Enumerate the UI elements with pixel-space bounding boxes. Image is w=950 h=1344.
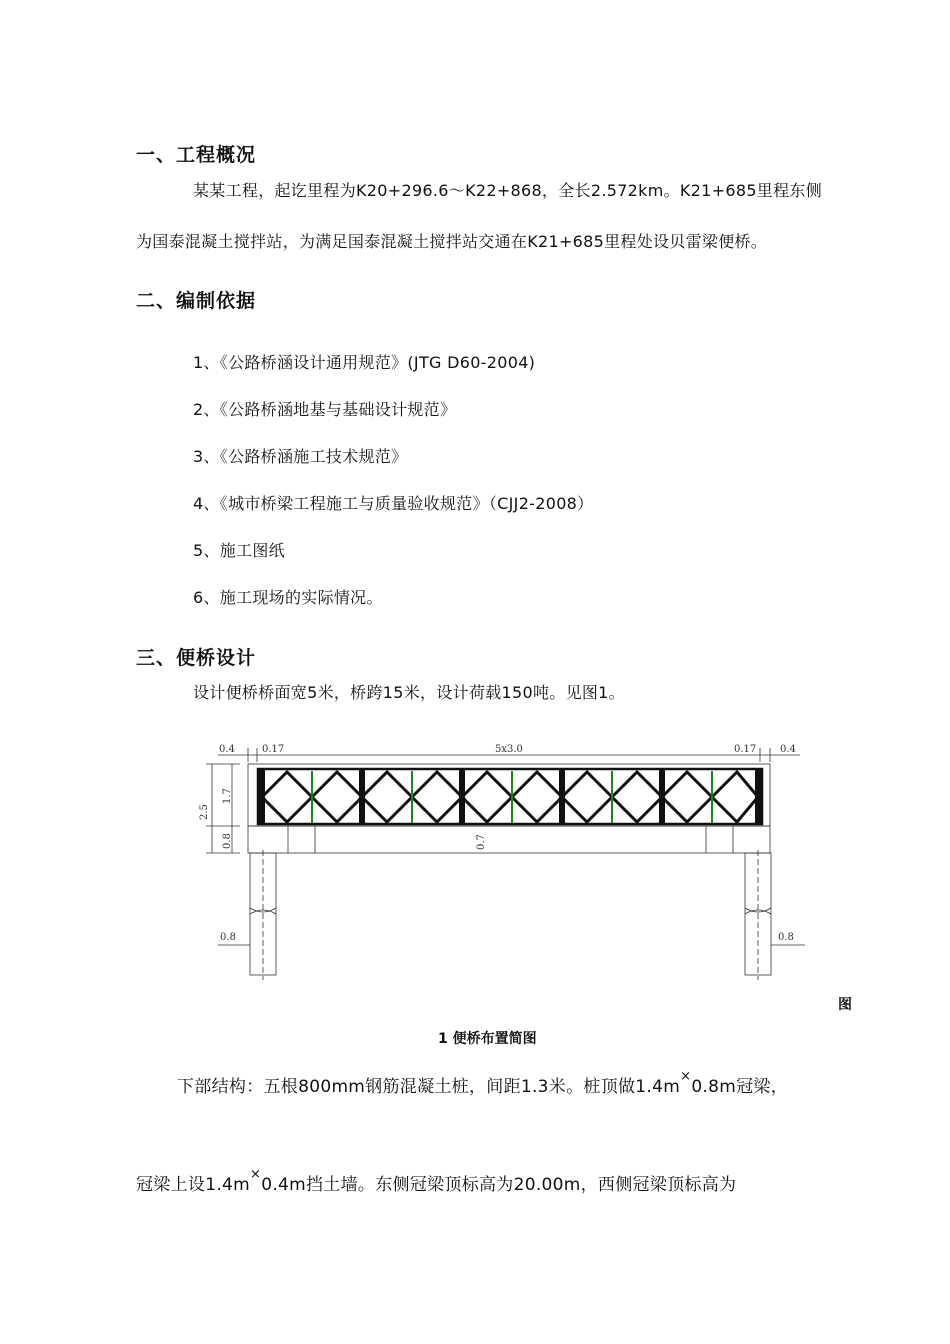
figure-caption-tail: 图 — [838, 997, 852, 1013]
cap-beam-outline — [248, 826, 770, 853]
basis-item: 5、施工图纸 — [193, 541, 285, 560]
basis-item: 1、《公路桥涵设计通用规范》(JTG D60-2004) — [193, 353, 536, 372]
dim-top-left-a: 0.4 — [219, 744, 235, 755]
section-heading-basis: 二、编制依据 — [136, 290, 257, 312]
design-paragraph: 设计便桥桥面宽5米，桥跨15米，设计荷载150吨。见图1。 — [193, 683, 625, 702]
basis-item: 6、施工现场的实际情况。 — [193, 588, 383, 607]
times-sign: × — [250, 1167, 262, 1182]
section-heading-design: 三、便桥设计 — [136, 647, 257, 669]
body-line2 — [136, 1167, 737, 1195]
bridge-layout-drawing — [190, 735, 810, 985]
body-line1-part-b: 0.8m冠梁， — [691, 1077, 789, 1097]
body-line1-part-a: 下部结构：五根800mm钢筋混凝土桩，间距1.3米。桩顶做1.4m — [177, 1077, 681, 1097]
dim-mid-beam: 0.7 — [476, 834, 487, 850]
dim-top-left-b: 0.17 — [262, 744, 285, 755]
figure-caption: 1 便桥布置简图 — [438, 1031, 537, 1047]
dim-top-right-a: 0.4 — [780, 744, 796, 755]
overview-paragraph-line1: 某某工程，起讫里程为K20+296.6～K22+868，全长2.572km。K21+685里程东侧 — [193, 181, 823, 200]
dim-left-lower: 0.8 — [222, 833, 233, 849]
dim-pile-right: 0.8 — [778, 932, 794, 943]
body-line2-part-a: 冠梁上设1.4m — [136, 1175, 250, 1195]
times-sign: × — [680, 1069, 692, 1084]
section-heading-overview: 一、工程概况 — [136, 144, 257, 166]
dim-pile-left: 0.8 — [220, 932, 236, 943]
bailey-truss — [258, 769, 762, 824]
basis-item: 3、《公路桥涵施工技术规范》 — [193, 447, 408, 466]
body-line1 — [177, 1069, 789, 1097]
basis-item: 2、《公路桥涵地基与基础设计规范》 — [193, 400, 457, 419]
dim-top-mid: 5x3.0 — [495, 744, 523, 755]
overview-paragraph-line2: 为国泰混凝土搅拌站，为满足国泰混凝土搅拌站交通在K21+685里程处设贝雷梁便桥。 — [136, 232, 768, 251]
dim-left-total: 2.5 — [199, 804, 210, 820]
dim-top-right-b: 0.17 — [734, 744, 757, 755]
basis-item: 4、《城市桥梁工程施工与质量验收规范》（CJJ2-2008） — [193, 494, 594, 513]
dim-left-upper: 1.7 — [222, 788, 233, 804]
body-line2-part-b: 0.4m挡土墙。东侧冠梁顶标高为20.00m，西侧冠梁顶标高为 — [261, 1175, 737, 1195]
